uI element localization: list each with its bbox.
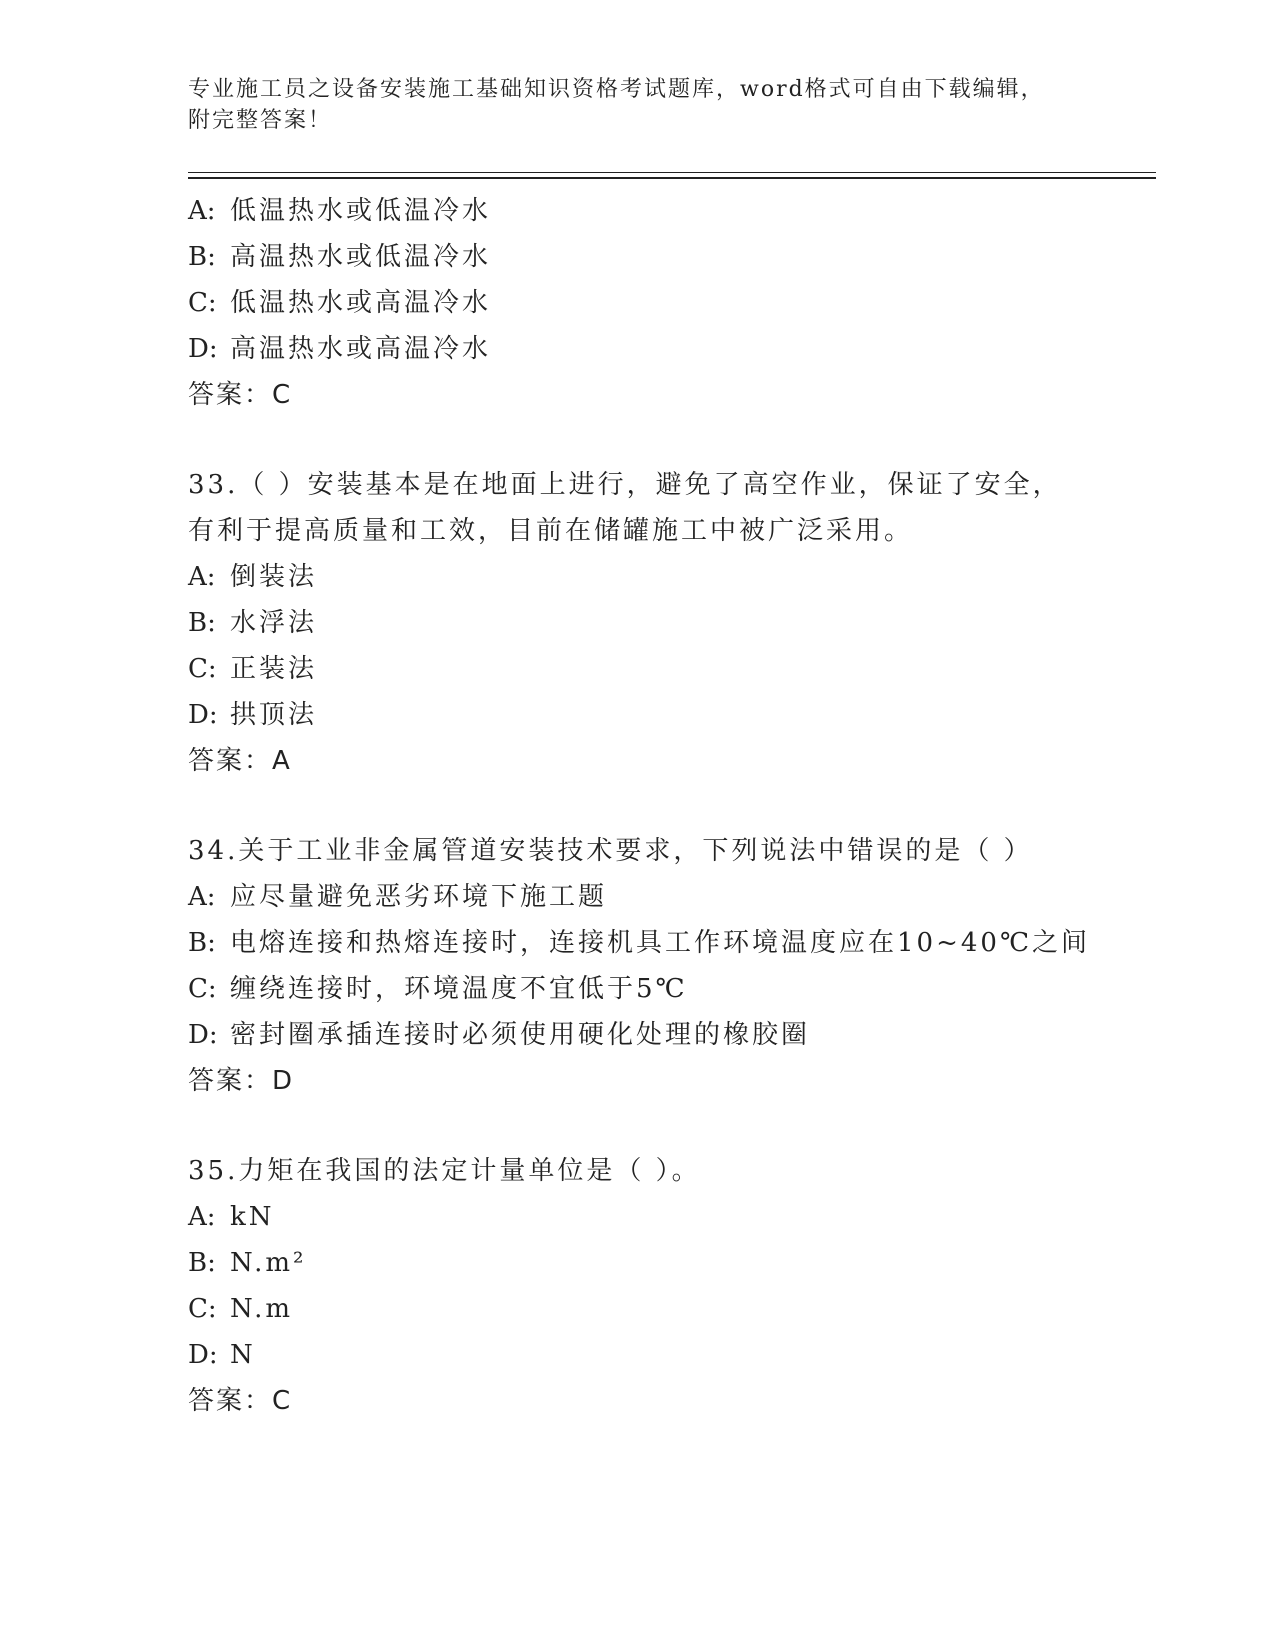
option-c: C: N.m <box>188 1294 294 1324</box>
header-divider-bottom <box>188 177 1156 179</box>
option-b: B: 水浮法 <box>188 608 318 638</box>
header-divider-top <box>188 172 1156 173</box>
question-stem: 34.关于工业非金属管道安装技术要求，下列说法中错误的是（ ） <box>188 836 1033 866</box>
option-a: A: kN <box>188 1202 275 1232</box>
answer: 答案：C <box>188 1386 293 1416</box>
option-d: D: 拱顶法 <box>188 700 318 730</box>
option-d: D: 密封圈承插连接时必须使用硬化处理的橡胶圈 <box>188 1020 811 1050</box>
question-33 <box>188 462 1088 784</box>
question-32-continued <box>188 188 1088 418</box>
option-d: D: 高温热水或高温冷水 <box>188 334 492 364</box>
answer: 答案：A <box>188 746 292 776</box>
answer: 答案：C <box>188 380 293 410</box>
option-a: A: 倒装法 <box>188 562 318 592</box>
option-c: C: 缠绕连接时，环境温度不宜低于5℃ <box>188 974 688 1004</box>
document-header <box>188 74 1068 136</box>
question-stem-line-2: 有利于提高质量和工效，目前在储罐施工中被广泛采用。 <box>188 516 914 546</box>
option-d: D: N <box>188 1340 256 1370</box>
option-c: C: 正装法 <box>188 654 318 684</box>
question-35 <box>188 1148 1088 1424</box>
question-stem: 35.力矩在我国的法定计量单位是（ ）。 <box>188 1156 701 1186</box>
option-b: B: 电熔连接和热熔连接时，连接机具工作环境温度应在10~40℃之间 <box>188 928 1091 958</box>
header-line-2: 附完整答案！ <box>188 108 333 133</box>
option-b: B: N.m² <box>188 1248 307 1278</box>
question-34 <box>188 828 1091 1104</box>
answer: 答案：D <box>188 1066 295 1096</box>
option-c: C: 低温热水或高温冷水 <box>188 288 492 318</box>
header-line-1: 专业施工员之设备安装施工基础知识资格考试题库，word格式可自由下载编辑， <box>188 77 1045 102</box>
option-a: A: 低温热水或低温冷水 <box>188 196 492 226</box>
option-b: B: 高温热水或低温冷水 <box>188 242 492 272</box>
question-stem: 33.（ ）安装基本是在地面上进行，避免了高空作业，保证了安全， <box>188 470 1062 500</box>
option-a: A: 应尽量避免恶劣环境下施工题 <box>188 882 608 912</box>
question-list <box>188 188 1091 1424</box>
